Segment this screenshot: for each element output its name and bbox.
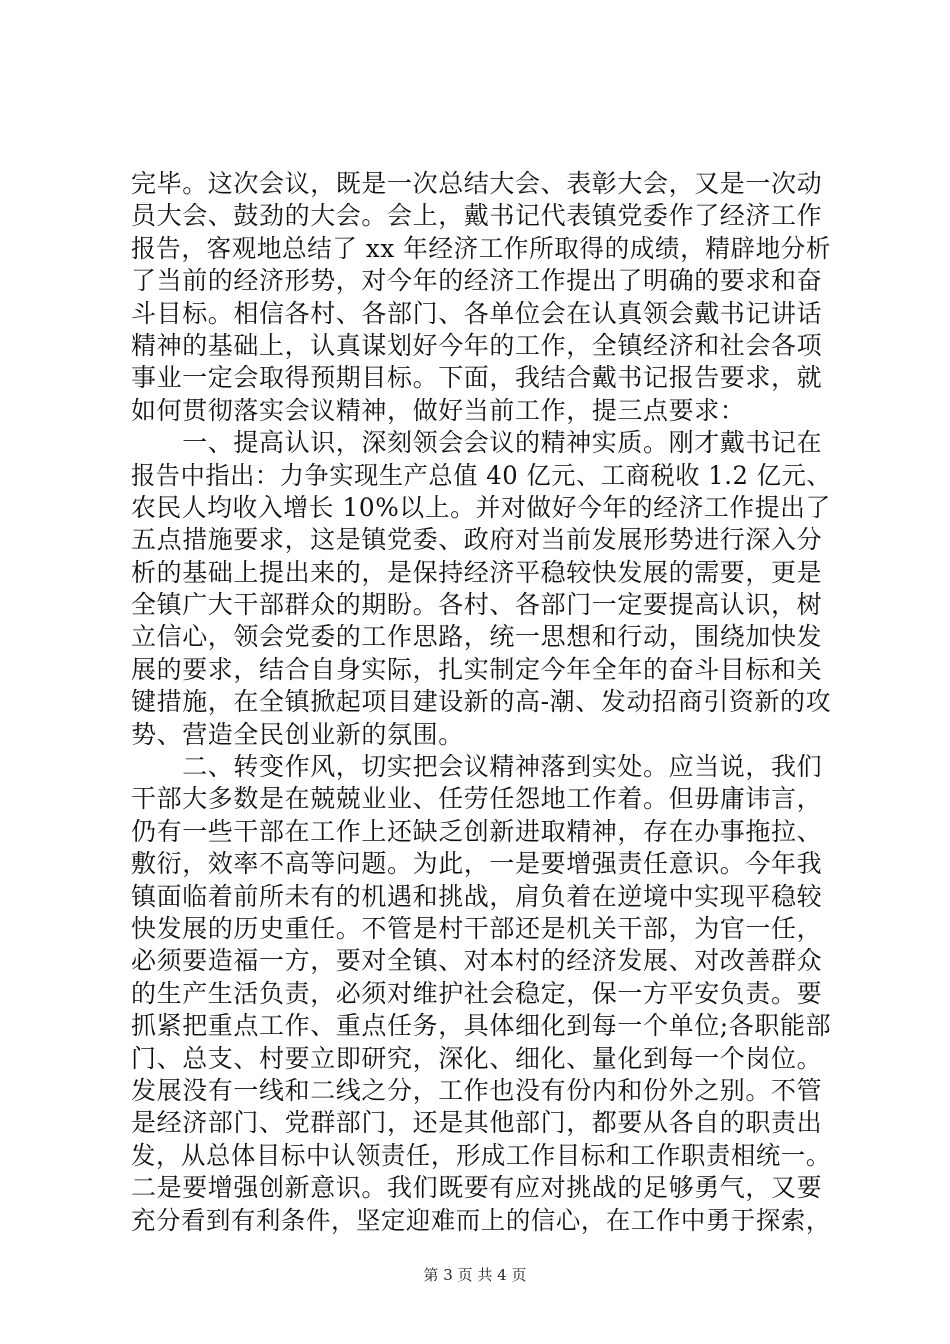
text-line: 二是要增强创新意识。我们既要有应对挑战的足够勇气，又要 <box>131 1173 823 1203</box>
text-line: 发，从总体目标中认领责任，形成工作目标和工作职责相统一。 <box>131 1140 831 1170</box>
text-line: 键措施，在全镇掀起项目建设新的高-潮、发动招商引资新的攻 <box>131 687 832 717</box>
text-line: 势、营造全民创业新的氛围。 <box>131 719 464 749</box>
text-line: 发展没有一线和二线之分，工作也没有份内和份外之别。不管 <box>131 1075 823 1105</box>
text-line: 敷衍，效率不高等问题。为此，一是要增强责任意识。今年我 <box>131 849 823 879</box>
text-line: 了当前的经济形势，对今年的经济工作提出了明确的要求和奋 <box>131 266 823 296</box>
text-line: 二、转变作风，切实把会议精神落到实处。应当说，我们 <box>131 752 823 782</box>
text-line: 一、提高认识，深刻领会会议的精神实质。刚才戴书记在 <box>131 428 823 458</box>
text-line: 快发展的历史重任。不管是村干部还是机关干部，为官一任， <box>131 913 823 943</box>
text-line: 如何贯彻落实会议精神，做好当前工作，提三点要求： <box>131 395 746 425</box>
text-line: 门、总支、村要立即研究，深化、细化、量化到每一个岗位。 <box>131 1043 823 1073</box>
text-line: 是经济部门、党群部门，还是其他部门，都要从各自的职责出 <box>131 1108 823 1138</box>
text-line: 精神的基础上，认真谋划好今年的工作，全镇经济和社会各项 <box>131 330 823 360</box>
text-line: 的生产生活负责，必须对维护社会稳定，保一方平安负责。要 <box>131 978 823 1008</box>
text-line: 展的要求，结合自身实际，扎实制定今年全年的奋斗目标和关 <box>131 654 823 684</box>
text-line: 抓紧把重点工作、重点任务，具体细化到每一个单位;各职能部 <box>131 1011 832 1041</box>
text-line: 立信心，领会党委的工作思路，统一思想和行动，围绕加快发 <box>131 622 823 652</box>
text-line: 全镇广大干部群众的期盼。各村、各部门一定要提高认识，树 <box>131 590 823 620</box>
text-line: 完毕。这次会议，既是一次总结大会、表彰大会，又是一次动 <box>131 169 823 198</box>
text-line: 镇面临着前所未有的机遇和挑战，肩负着在逆境中实现平稳较 <box>131 881 823 911</box>
text-line: 析的基础上提出来的，是保持经济平稳较快发展的需要，更是 <box>131 557 823 587</box>
text-line: 斗目标。相信各村、各部门、各单位会在认真领会戴书记讲话 <box>131 298 823 328</box>
page-footer: 第 3 页 共 4 页 <box>423 1266 527 1284</box>
text-line: 员大会、鼓劲的大会。会上，戴书记代表镇党委作了经济工作 <box>131 201 823 231</box>
body-text <box>131 168 831 1237</box>
text-line: 必须要造福一方，要对全镇、对本村的经济发展、对改善群众 <box>131 946 823 976</box>
text-line: 五点措施要求，这是镇党委、政府对当前发展形势进行深入分 <box>131 525 823 555</box>
text-line: 报告中指出：力争实现生产总值 40 亿元、工商税收 1.2 亿元、 <box>131 460 832 490</box>
text-line: 充分看到有利条件，坚定迎难而上的信心，在工作中勇于探索， <box>131 1205 831 1235</box>
text-line: 事业一定会取得预期目标。下面，我结合戴书记报告要求，就 <box>131 363 823 393</box>
text-line: 仍有一些干部在工作上还缺乏创新进取精神，存在办事拖拉、 <box>131 816 823 846</box>
text-line: 干部大多数是在兢兢业业、任劳任怨地工作着。但毋庸讳言， <box>131 784 823 814</box>
text-line: 报告，客观地总结了 xx 年经济工作所取得的成绩，精辟地分析 <box>131 233 832 263</box>
text-line: 农民人均收入增长 10%以上。并对做好今年的经济工作提出了 <box>131 492 831 522</box>
